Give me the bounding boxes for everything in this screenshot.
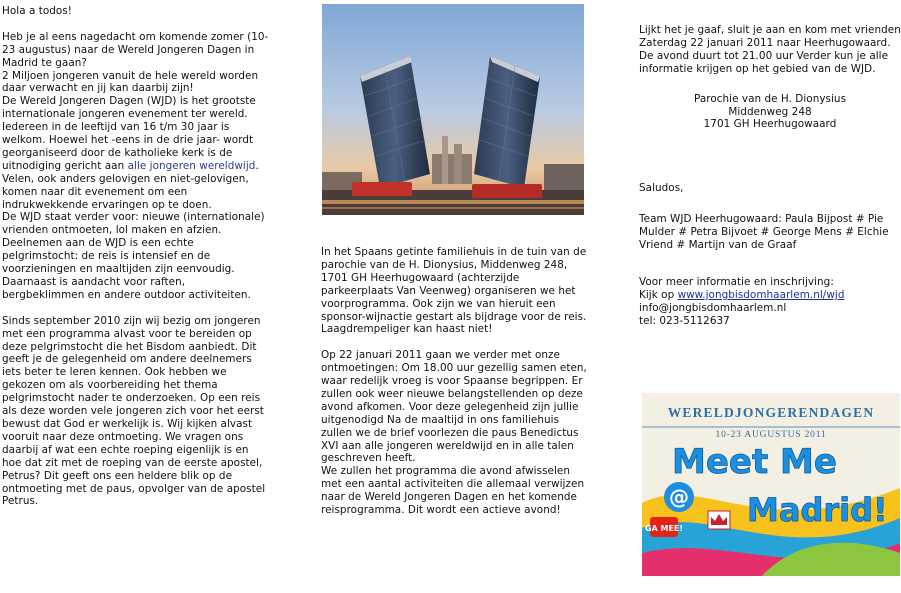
website-link[interactable]: www.jongbisdomhaarlem.nl/wjd (677, 288, 845, 301)
alle-jongeren-link[interactable]: alle jongeren wereldwijd (127, 159, 256, 172)
poster-dates: 10-23 AUGUSTUS 2011 (715, 430, 827, 440)
parish-address: Parochie van de H. Dionysius Middenweg 248 1701 GH Heerhugowaard (693, 92, 847, 131)
invitation-paragraph: Lijkt het je gaaf, sluit je aan en kom met vrienden Zaterdag 22 januari 2011 naar Heerhugowaard. De avond duurt tot 21.00 uur Verder kun je alle informatie krijgen op het gebied van de WJD. (639, 24, 901, 75)
kijk-op-label: Kijk op (639, 288, 678, 301)
madrid-towers-photo (322, 4, 584, 215)
intro-text: Heb je al eens nagedacht om komende zomer (10-23 augustus) naar de Wereld Jongeren Dagen in Madrid te gaan? 2 Miljoen jongeren vanuit de hele wereld worden daar verwacht en jij kan daarbij zijn! De Wereld Jongeren Dagen (WJD) is het grootste internationale jongeren evenement ter wereld. Iedereen in de leeftijd van 16 t/m 30 jaar is welkom. Hoewel het -eens in de drie jaar- wordt georganiseerd door de katholieke kerk is de uitnodiging gericht aan (2, 30, 269, 172)
poster-at-sign: @ (669, 485, 689, 509)
email-address[interactable]: info@jongbisdomhaarlem.nl (639, 301, 787, 314)
januari-paragraph: Op 22 januari 2011 gaan we verder met onze ontmoetingen: Om 18.00 uur gezellig samen eten, waar redelijk vroeg is voor Spaanse begrippen. Er zullen ook weer nieuwe belangstellenden op deze avond afkomen. Voor deze gelegenheid zijn jullie uitgenodigd Na de maaltijd in ons familiehuis zullen we de brief voorlezen die paus Benedictus XVI aan alle jongeren wereldwijd en in alle talen geschreven heeft. We zullen het programma die avond afwisselen met een aantal activiteiten die allemaal verwijzen naar de Wereld Jongeren Dagen en het komende reisprogramma. Dit wordt een actieve avond! (321, 349, 587, 517)
ga-mee-badge (645, 517, 683, 537)
column-right (639, 24, 901, 328)
poster-slogan-madrid: Madrid! (747, 491, 888, 529)
intro-text-tail: . Velen, ook anders gelovigen en niet-gelovigen, komen naar dit evenement om een indrukwekkende ervaringen op te doen. De WJD staat verder voor: nieuwe (internationale) vrienden ontmoeten, lol maken en afzien. Deelnemen aan de WJD is een echte pelgrimstocht: de reis is intensief en de voorzieningen en maaltijden zijn eenvoudig. Daarnaast is aandacht voor raften, bergbeklimmen en andere outdoor activiteiten. (2, 159, 265, 301)
info-label: Voor meer informatie en inschrijving: (639, 275, 834, 288)
column-left (2, 5, 270, 508)
ga-mee-text: GA MEE! (644, 524, 684, 533)
wjd-poster (642, 393, 900, 576)
saludos: Saludos, (639, 182, 684, 195)
team-members: Team WJD Heerhugowaard: Paula Bijpost # Pie Mulder # Petra Bijvoet # George Mens # Elchie Vriend # Martijn van de Graaf (639, 213, 889, 252)
phone-number: tel: 023-5112637 (639, 314, 730, 327)
preparation-paragraph: Sinds september 2010 zijn wij bezig om jongeren met een programma alvast voor te bereiden op deze pelgrimstocht die het Bisdom aanbiedt. Dit geeft je de gelegenheid om andere deelnemers iets beter te leren kennen. Ook hebben we gekozen om als voorbereiding het thema pelgrimstocht nader te onderzoeken. Op een reis als deze worden vele jongeren zich voor het eerst bewust dat God er werkelijk is. Wij kijken alvast vooruit naar deze ontmoeting. We vragen ons daarbij af wat een echte roeping eigenlijk is en hoe dat zit met de roeping van de eerste apostel, Petrus? Dit geeft ons een heldere blik op de ontmoeting met de paus, opvolger van de apostel Petrus. (2, 314, 266, 508)
familiehuis-paragraph: In het Spaans getinte familiehuis in de tuin van de parochie van de H. Dionysius, Middenweg 248, 1701 GH Heerhugowaard (achterzijde parkeerplaats Van Veenweg) organiseren we het voorprogramma. Ook zijn we van hieruit een sponsor-wijnactie gestart als bijdrage voor de reis. Laagdrempeliger kan haast niet! (321, 246, 587, 336)
crown-logo-icon (708, 511, 730, 529)
website-line (639, 289, 901, 302)
intro-paragraph (2, 31, 270, 302)
greeting: Hola a todos! (2, 5, 73, 17)
column-middle (321, 246, 591, 517)
poster-slogan-meet-me: Meet Me (672, 442, 837, 482)
poster-title: WERELDJONGERENDAGEN (667, 405, 875, 420)
